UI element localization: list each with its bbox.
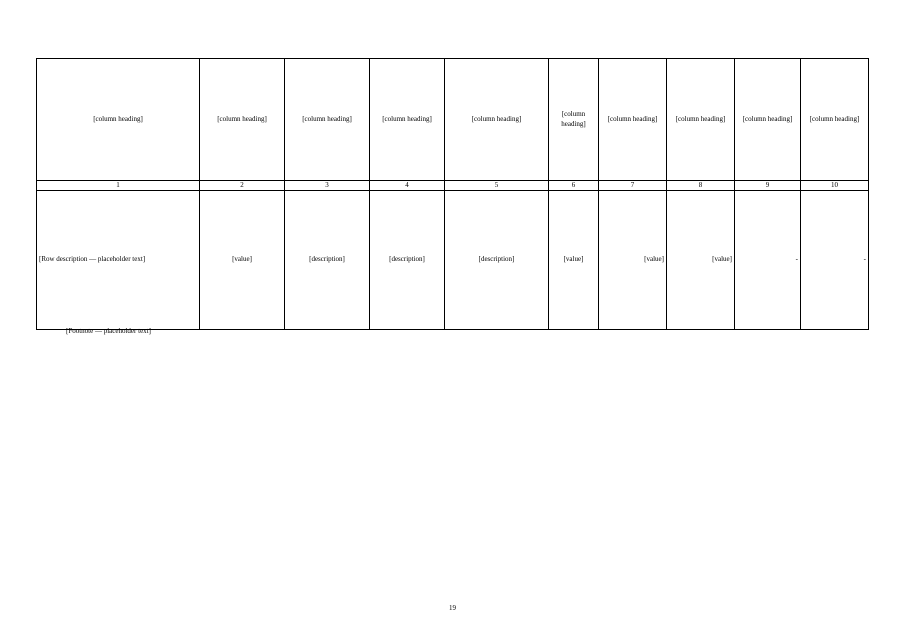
data-table <box>36 58 869 330</box>
column-number: 8 <box>667 181 735 191</box>
table-cell: [description] <box>285 191 370 330</box>
table-cell: [value] <box>599 191 667 330</box>
table-cell-object-name: [Row description — placeholder text] <box>37 191 200 330</box>
column-number: 10 <box>801 181 869 191</box>
column-number: 3 <box>285 181 370 191</box>
header-cell: [column heading] <box>667 59 735 181</box>
header-cell: [column heading] <box>37 59 200 181</box>
table-cell: [description] <box>370 191 445 330</box>
header-cell: [column heading] <box>801 59 869 181</box>
header-cell: [column heading] <box>549 59 599 181</box>
column-number: 6 <box>549 181 599 191</box>
table-cell: [value] <box>667 191 735 330</box>
footnote: [Footnote — placeholder text] <box>66 327 151 335</box>
header-cell: [column heading] <box>735 59 801 181</box>
column-number: 7 <box>599 181 667 191</box>
header-cell: [column heading] <box>370 59 445 181</box>
header-cell: [column heading] <box>285 59 370 181</box>
column-number: 4 <box>370 181 445 191</box>
table-cell: [description] <box>445 191 549 330</box>
column-number: 2 <box>200 181 285 191</box>
table-cell: [value] <box>549 191 599 330</box>
header-cell: [column heading] <box>599 59 667 181</box>
table-cell: - <box>735 191 801 330</box>
header-cell: [column heading] <box>445 59 549 181</box>
column-number: 5 <box>445 181 549 191</box>
table-cell: - <box>801 191 869 330</box>
table-header-row <box>37 59 869 181</box>
column-number-row <box>37 181 869 191</box>
column-number: 1 <box>37 181 200 191</box>
header-cell: [column heading] <box>200 59 285 181</box>
table-cell: [value] <box>200 191 285 330</box>
column-number: 9 <box>735 181 801 191</box>
table-row <box>37 191 869 330</box>
page-number: 19 <box>449 604 456 612</box>
